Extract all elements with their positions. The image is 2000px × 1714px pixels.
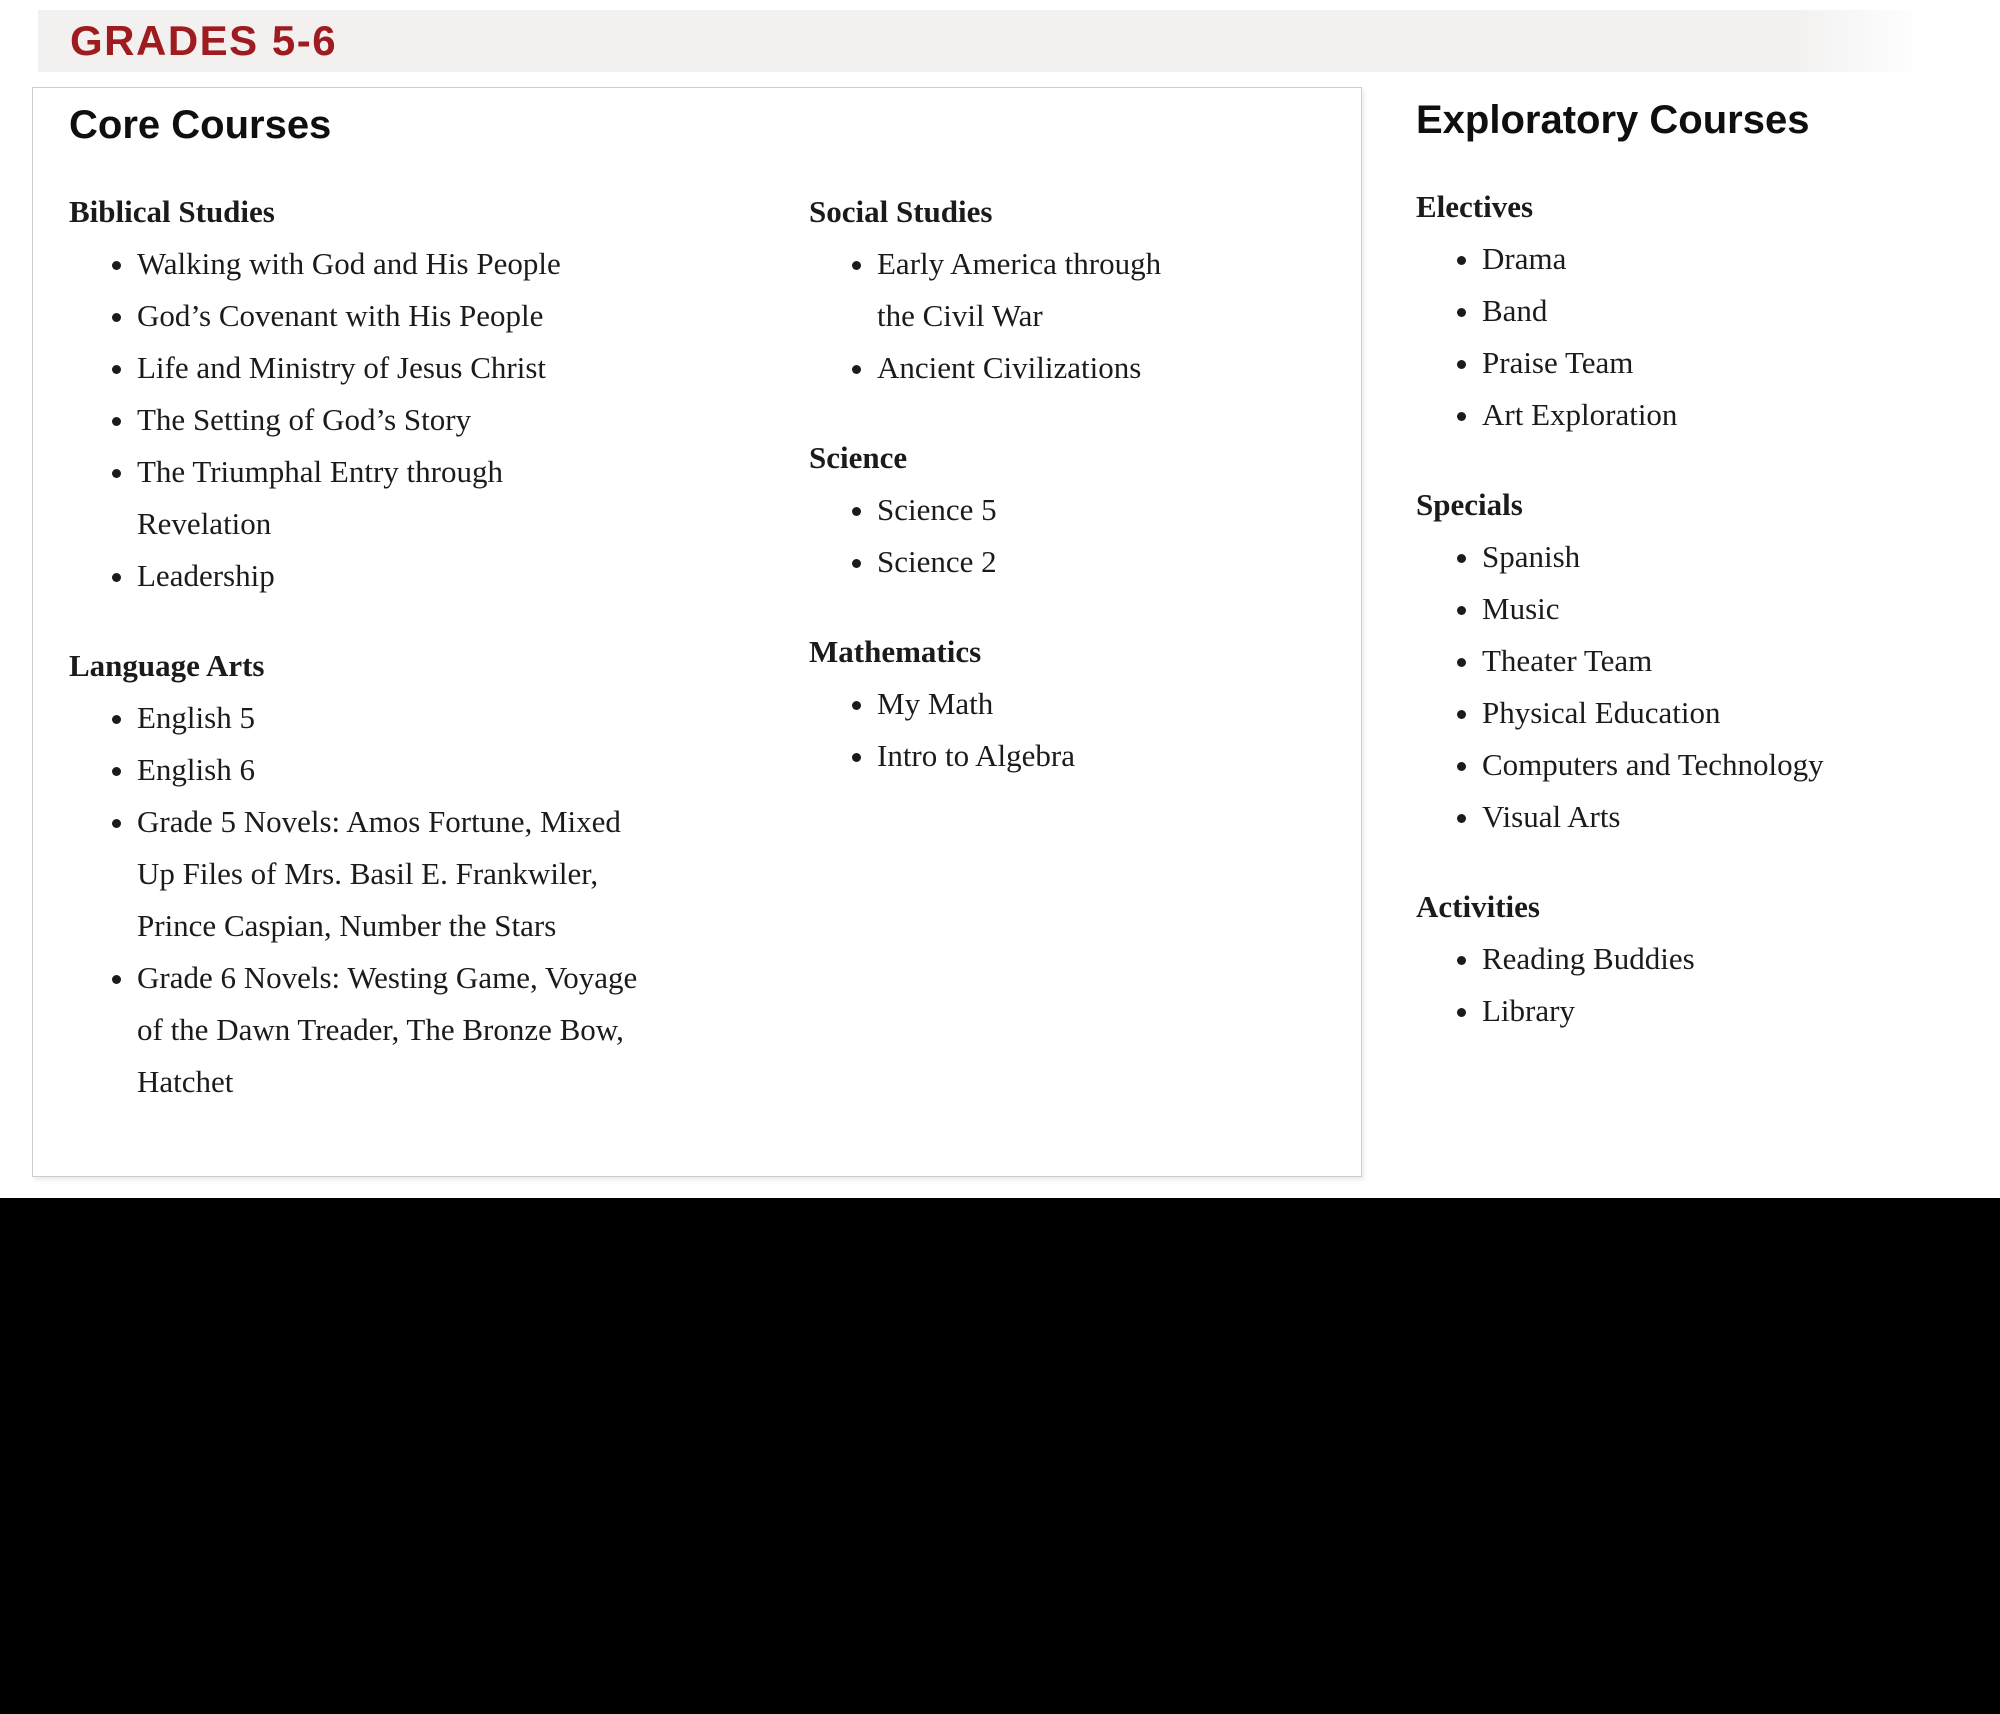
course-item: • Library: [1482, 985, 1994, 1037]
course-item: • Reading Buddies: [1482, 933, 1994, 985]
course-item: • Early America through the Civil War: [877, 238, 1197, 342]
course-section: [1416, 187, 1994, 441]
core-columns: [69, 148, 1325, 1108]
section-heading: Language Arts: [69, 648, 265, 683]
course-item: • Science 5: [877, 484, 1197, 536]
course-item: • Spanish: [1482, 531, 1994, 583]
core-middle-column: [809, 148, 1197, 1108]
course-item: • Physical Education: [1482, 687, 1994, 739]
section-heading: Electives: [1416, 189, 1534, 224]
course-item: • Theater Team: [1482, 635, 1994, 687]
course-list: [1416, 933, 1994, 1037]
core-courses-title: Core Courses: [69, 103, 332, 147]
course-item: • God’s Covenant with His People: [137, 290, 642, 342]
course-item: • Band: [1482, 285, 1994, 337]
content-row: [0, 87, 2000, 1177]
course-list: [1416, 233, 1994, 441]
course-section: [809, 438, 1197, 588]
page-title: GRADES 5-6: [70, 17, 338, 64]
course-section: [1416, 485, 1994, 843]
section-heading: Mathematics: [809, 634, 982, 669]
exploratory-sections: [1416, 187, 1994, 1037]
course-item: • Grade 5 Novels: Amos Fortune, Mixed Up Files of Mrs. Basil E. Frankwiler, Prince Caspian, Number the Stars: [137, 796, 642, 952]
course-section: [809, 632, 1197, 782]
course-section: [69, 192, 642, 602]
course-item: • The Triumphal Entry through Revelation: [137, 446, 642, 550]
grade-band-header: [38, 10, 1925, 72]
section-heading: Biblical Studies: [69, 194, 275, 229]
course-item: • Computers and Technology: [1482, 739, 1994, 791]
course-item: • Science 2: [877, 536, 1197, 588]
course-list: [809, 238, 1197, 394]
course-section: [809, 192, 1197, 394]
course-list: [1416, 531, 1994, 843]
course-item: • Music: [1482, 583, 1994, 635]
course-item: • Intro to Algebra: [877, 730, 1197, 782]
exploratory-courses-panel: [1416, 87, 1994, 1037]
course-item: • Grade 6 Novels: Westing Game, Voyage of the Dawn Treader, The Bronze Bow, Hatchet: [137, 952, 642, 1108]
letterbox-black-band: [0, 1198, 2000, 1714]
course-list: [809, 484, 1197, 588]
course-list: [69, 692, 642, 1108]
course-item: • English 5: [137, 692, 642, 744]
exploratory-courses-title: Exploratory Courses: [1416, 98, 1810, 142]
course-item: • English 6: [137, 744, 642, 796]
core-left-column: [69, 148, 642, 1108]
course-item: • Praise Team: [1482, 337, 1994, 389]
course-item: • The Setting of God’s Story: [137, 394, 642, 446]
section-heading: Specials: [1416, 487, 1523, 522]
course-item: • My Math: [877, 678, 1197, 730]
course-item: • Ancient Civilizations: [877, 342, 1197, 394]
course-item: • Leadership: [137, 550, 642, 602]
core-courses-panel: [32, 87, 1362, 1177]
course-section: [69, 646, 642, 1108]
section-heading: Science: [809, 440, 908, 475]
course-item: • Visual Arts: [1482, 791, 1994, 843]
section-heading: Activities: [1416, 889, 1540, 924]
course-list: [809, 678, 1197, 782]
course-item: • Walking with God and His People: [137, 238, 642, 290]
section-heading: Social Studies: [809, 194, 993, 229]
course-item: • Drama: [1482, 233, 1994, 285]
course-list: [69, 238, 642, 602]
course-item: • Art Exploration: [1482, 389, 1994, 441]
course-item: • Life and Ministry of Jesus Christ: [137, 342, 642, 394]
course-section: [1416, 887, 1994, 1037]
